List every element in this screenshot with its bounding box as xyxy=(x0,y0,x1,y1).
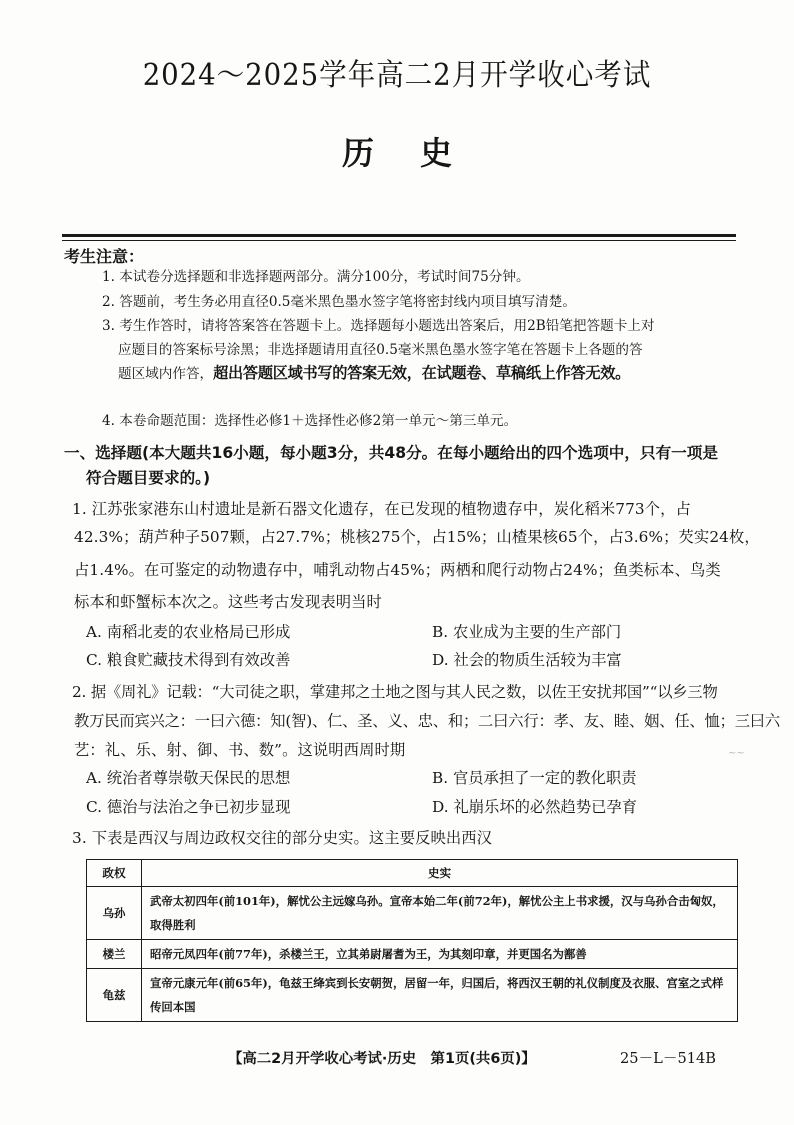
paper-code: 25－L－514B xyxy=(620,1050,717,1067)
q2-stem-line-1: 2. 据《周礼》记载：“大司徒之职，掌建邦之土地之图与其人民之数，以佐王安扰邦国”“以乡三物 xyxy=(72,683,718,701)
notice-item-3-line-1: 3. 考生作答时，请将答案答在答题卡上。选择题每小题选出答案后，用2B铅笔把答题卡上对 xyxy=(102,318,655,334)
notice-item-3-line-2: 应题目的答案标号涂黑；非选择题请用直径0.5毫米黑色墨水签字笔在答题卡上各题的答 xyxy=(118,342,643,358)
exam-title: 2024～2025学年高二2月开学收心考试 xyxy=(142,58,652,93)
table-header-row xyxy=(87,860,738,887)
scan-smudge: ~~ xyxy=(728,748,745,759)
header-rule-thick xyxy=(62,234,736,237)
q1-stem-line-2: 42.3%；葫芦种子507颗，占27.7%；桃核275个，占15%；山楂果核65个，占3.6%；芡实24枚， xyxy=(74,528,760,546)
table-header-facts: 史实 xyxy=(142,860,738,887)
table-header-regime: 政权 xyxy=(87,860,142,887)
q1-stem-line-1: 1. 江苏张家港东山村遗址是新石器文化遗存，在已发现的植物遗存中，炭化稻米773个，占 xyxy=(72,500,691,518)
q2-stem-line-3: 艺：礼、乐、射、御、书、数”。这说明西周时期 xyxy=(74,741,406,759)
table-cell-regime: 龟兹 xyxy=(87,969,142,1022)
q2-option-d[interactable]: D. 礼崩乐坏的必然趋势已孕育 xyxy=(432,798,638,816)
table-row xyxy=(87,969,738,1022)
q1-stem-line-3: 占1.4%。在可鉴定的动物遗存中，哺乳动物占45%；两栖和爬行动物占24%；鱼类标本、鸟类 xyxy=(74,561,721,579)
q1-option-d[interactable]: D. 社会的物质生活较为丰富 xyxy=(432,651,622,669)
table-cell-fact: 昭帝元凤四年(前77年)，杀楼兰王，立其弟尉屠耆为王，为其刻印章，并更国名为鄯善 xyxy=(142,940,738,969)
q2-option-c[interactable]: C. 德治与法治之争已初步显现 xyxy=(86,798,291,816)
table-cell-fact: 宣帝元康元年(前65年)，龟兹王绛宾到长安朝贺，居留一年，归国后，将西汉王朝的礼仪制度及衣服、宫室之式样传回本国 xyxy=(142,969,738,1022)
q1-stem-line-4: 标本和虾蟹标本次之。这些考古发现表明当时 xyxy=(74,593,382,611)
notice-item-1: 1. 本试卷分选择题和非选择题两部分。满分100分，考试时间75分钟。 xyxy=(102,269,530,285)
q3-stem: 3. 下表是西汉与周边政权交往的部分史实。这主要反映出西汉 xyxy=(72,829,493,847)
q1-option-b[interactable]: B. 农业成为主要的生产部门 xyxy=(432,623,622,641)
table-row xyxy=(87,887,738,940)
notice-heading: 考生注意： xyxy=(64,247,145,266)
notice-item-3-text: 题区域内作答， xyxy=(118,366,214,382)
page-footer: 【高二2月开学收心考试·历史 第1页(共6页)】 xyxy=(228,1051,536,1067)
subject-title: 历史 xyxy=(341,134,498,172)
header-rule-thin xyxy=(62,240,736,241)
q1-option-c[interactable]: C. 粮食贮藏技术得到有效改善 xyxy=(86,651,291,669)
notice-emphasis: 超出答题区域书写的答案无效，在试题卷、草稿纸上作答无效。 xyxy=(213,364,631,382)
q2-stem-line-2: 教万民而宾兴之：一曰六德：知(智)、仁、圣、义、忠、和；二曰六行：孝、友、睦、姻、任、恤；三曰六 xyxy=(74,712,780,730)
table-cell-fact: 武帝太初四年(前101年)，解忧公主远嫁乌孙。宣帝本始二年(前72年)，解忧公主上书求援，汉与乌孙合击匈奴，取得胜利 xyxy=(142,887,738,940)
notice-item-3-line-3 xyxy=(118,364,630,383)
table-cell-regime: 楼兰 xyxy=(87,940,142,969)
q2-option-b[interactable]: B. 官员承担了一定的教化职责 xyxy=(432,769,637,787)
notice-item-2: 2. 答题前，考生务必用直径0.5毫米黑色墨水签字笔将密封线内项目填写清楚。 xyxy=(102,294,576,310)
q1-option-a[interactable]: A. 南稻北麦的农业格局已形成 xyxy=(86,623,291,641)
q3-history-table xyxy=(86,859,738,1022)
q2-option-a[interactable]: A. 统治者尊崇敬天保民的思想 xyxy=(86,769,291,787)
section-heading-line-1: 一、选择题(本大题共16小题，每小题3分，共48分。在每小题给出的四个选项中，只有一项是 xyxy=(64,444,718,462)
section-heading-line-2: 符合题目要求的。) xyxy=(86,469,211,487)
notice-item-4: 4. 本卷命题范围：选择性必修1＋选择性必修2第一单元～第三单元。 xyxy=(102,413,518,429)
table-cell-regime: 乌孙 xyxy=(87,887,142,940)
table-row xyxy=(87,940,738,969)
section-heading xyxy=(64,441,754,491)
